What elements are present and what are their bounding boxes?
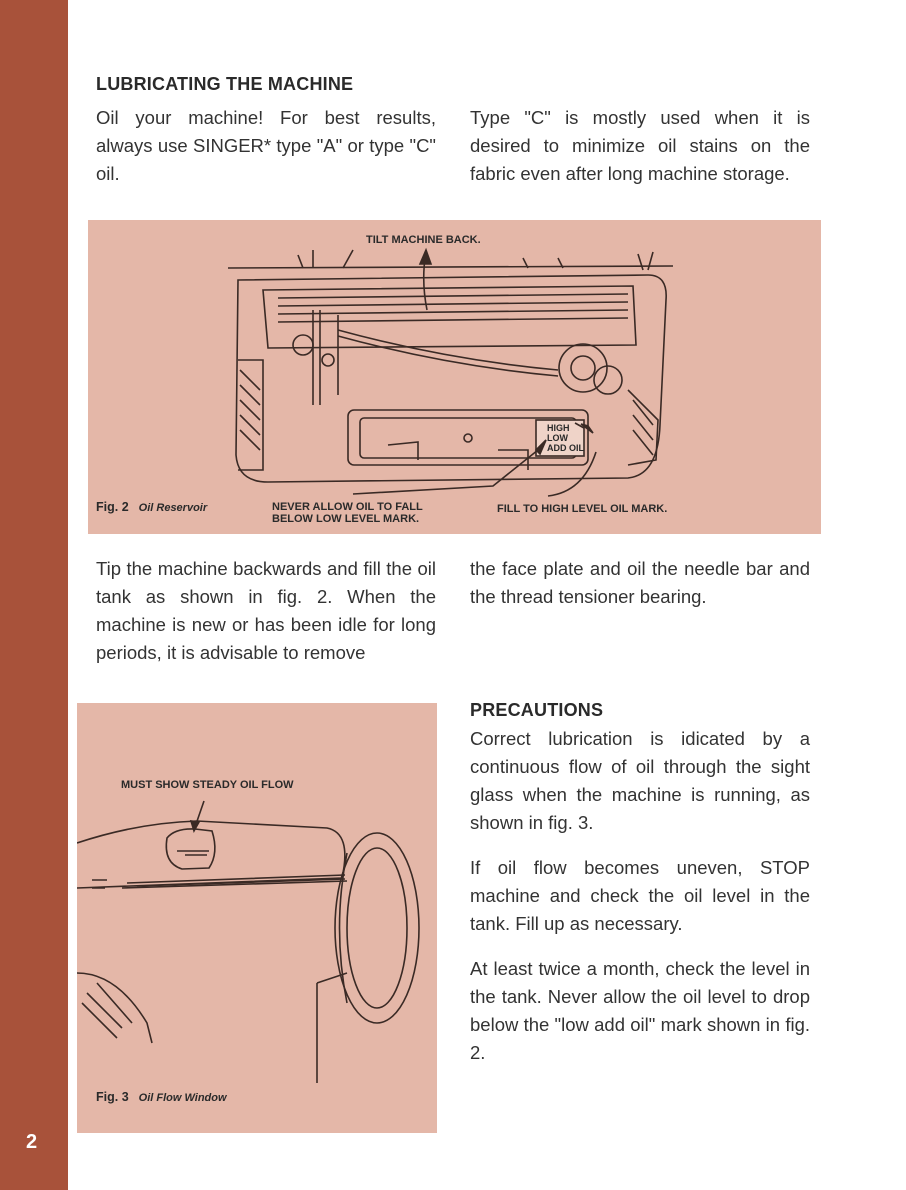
label-add-oil: ADD OIL (547, 443, 584, 453)
paragraph-oil-flow-uneven: If oil flow becomes uneven, STOP machine and check the oil level in the tank. Fill up as necessary. (470, 857, 810, 934)
figure-number: Fig. 2 (96, 500, 129, 514)
figure-oil-flow-window (77, 703, 437, 1133)
side-band (0, 0, 68, 1190)
label-never-allow-line2: BELOW LOW LEVEL MARK. (272, 513, 420, 525)
figure-title: Oil Reservoir (138, 502, 208, 514)
section-heading-lubricating: LUBRICATING THE MACHINE (96, 74, 354, 94)
figure-title: Oil Flow Window (138, 1092, 227, 1104)
paragraph-oil-your-machine: Oil your machine! For best results, always use SINGER* type "A" or type "C" oil. (96, 107, 436, 184)
figure-caption (96, 501, 207, 514)
figure-caption (96, 1091, 227, 1104)
label-fill-to-high: FILL TO HIGH LEVEL OIL MARK. (497, 503, 668, 515)
oil-flow-illustration (77, 703, 437, 1133)
label-high: HIGH (547, 423, 570, 433)
label-tilt-machine-back: TILT MACHINE BACK. (366, 234, 481, 246)
page-number: 2 (26, 1131, 38, 1153)
label-never-allow-line1: NEVER ALLOW OIL TO FALL (272, 501, 423, 513)
section-heading-precautions: PRECAUTIONS (470, 700, 604, 720)
paragraph-type-c: Type "C" is mostly used when it is desired to minimize oil stains on the fabric even after long machine storage. (470, 107, 810, 184)
sewing-machine-illustration (88, 220, 821, 534)
paragraph-twice-a-month: At least twice a month, check the level in the tank. Never allow the oil level to drop below the "low add oil" mark shown in fig. 2. (470, 958, 810, 1063)
figure-oil-reservoir (88, 220, 821, 534)
paragraph-face-plate: the face plate and oil the needle bar and the thread tensioner bearing. (470, 558, 810, 607)
label-low: LOW (547, 433, 568, 443)
paragraph-tip-machine: Tip the machine backwards and fill the oil tank as shown in fig. 2. When the machine is new or has been idle for long periods, it is advisable to remove (96, 558, 436, 663)
label-must-show-steady-oil-flow: MUST SHOW STEADY OIL FLOW (121, 779, 294, 791)
figure-number: Fig. 3 (96, 1090, 129, 1104)
paragraph-correct-lubrication: Correct lubrication is idicated by a continuous flow of oil through the sight glass when the machine is running, as shown in fig. 3. (470, 728, 810, 833)
